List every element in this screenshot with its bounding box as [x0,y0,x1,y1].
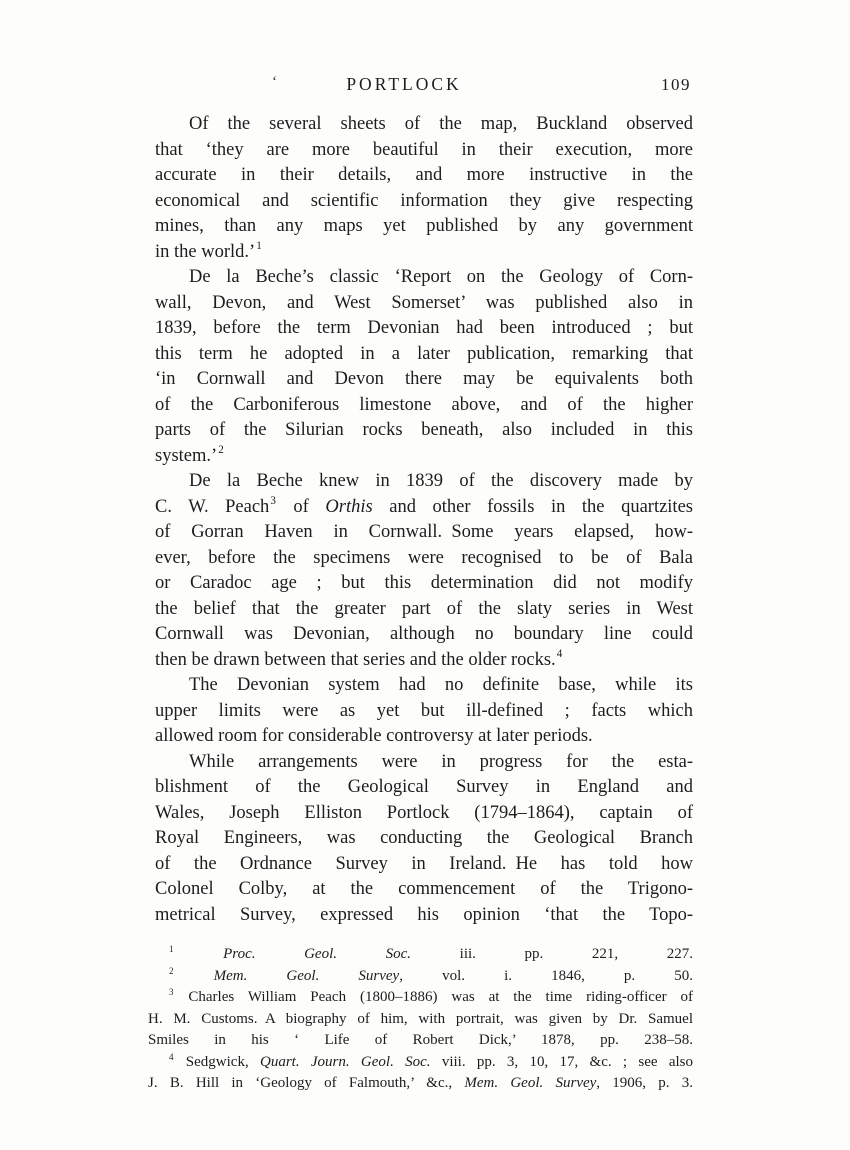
text-line: Of the several sheets of the map, Buckland observed [189,114,693,134]
footnote [148,1052,693,1095]
footnote-marker: 4 [169,1051,174,1062]
text-line: mines, than any maps yet published by any government [155,216,693,236]
text-line: ever, before the specimens were recognised to be of Bala [155,547,693,568]
text-line: of the Carboniferous limestone above, and of the higher [155,394,693,415]
text-line: this term he adopted in a later publication, remarking that [155,343,693,364]
footnote-marker: 1 [169,944,174,954]
paragraph [155,265,693,469]
paragraph [155,750,693,929]
text-line: blishment of the Geological Survey in England and [155,777,693,797]
text-line: Royal Engineers, was conducting the Geological Branch [155,828,693,848]
text-line: the belief that the greater part of the slaty series in West [155,598,693,619]
running-title: PORTLOCK [346,74,462,94]
text-line: J. B. Hill in ‘Geology of Falmouth,’ &c., Mem. Geol. Survey, 1906, p. 3. [148,1075,694,1091]
text-line: 1839, before the term Devonian had been introduced ; but [155,318,693,338]
text-line: C. W. Peach$^3$ of Orthis and other fossils in the quartzites [155,495,693,517]
footnote-marker: 4 [556,648,563,661]
footnote-marker: 1 [256,240,262,253]
text-line: in the world.’$^1$ [155,240,262,262]
text-line: $^2$ Mem. Geol. Survey, vol. i. 1846, p. 50. [169,965,693,984]
body-text [155,112,693,928]
text-line: $^3$ Charles William Peach (1800–1886) was at the time riding-officer of [169,987,693,1005]
text-line: De la Beche knew in 1839 of the discovery made by [189,471,693,491]
text-line: De la Beche’s classic ‘Report on the Geology of Corn- [189,267,693,287]
footnote-marker: 3 [169,987,174,997]
text-line: wall, Devon, and West Somerset’ was published also in [155,292,693,313]
text-line: economical and scientific information they give respecting [155,190,693,211]
text-line: ‘in Cornwall and Devon there may be equivalents both [155,369,693,389]
text-line: or Caradoc age ; but this determination did not modify [155,573,693,593]
text-line: of the Ordnance Survey in Ireland. He has told how [155,853,693,874]
text-line: Wales, Joseph Elliston Portlock (1794–1864), captain of [155,802,693,823]
footnote-marker: 3 [270,495,276,508]
paragraph [155,673,693,750]
text-line: The Devonian system had no definite base, while its [189,675,693,695]
text-line: $^4$ Sedgwick, Quart. Journ. Geol. Soc. viii. pp. 3, 10, 17, &c. ; see also [169,1051,693,1070]
text-line: metrical Survey, expressed his opinion ‘that the Topo- [155,904,693,925]
page-number: 109 [661,75,691,94]
text-line: then be drawn between that series and the older rocks.$^4$ [155,648,563,670]
text-line: system.’$^2$ [155,444,224,466]
text-line: allowed room for considerable controversy at later periods. [155,726,593,746]
text-line: Cornwall was Devonian, although no boundary line could [155,624,693,644]
footnote-marker: 2 [169,965,174,976]
text-line: of Gorran Haven in Cornwall. Some years elapsed, how- [155,522,693,542]
stray-mark: ‘ [272,74,277,90]
text-line: Smiles in his ‘ Life of Robert Dick,’ 1878, pp. 238–58. [148,1032,693,1048]
footnote-marker: 2 [218,444,224,457]
text-line: that ‘they are more beautiful in their execution, more [155,139,693,160]
text-line: While arrangements were in progress for the esta- [189,751,693,772]
text-line: Colonel Colby, at the commencement of the Trigono- [155,879,693,899]
text-line: parts of the Silurian rocks beneath, also included in this [155,420,693,440]
text-line: accurate in their details, and more instructive in the [155,165,693,185]
text-line: H. M. Customs. A biography of him, with portrait, was given by Dr. Samuel [148,1010,693,1027]
footnote [148,944,693,966]
paragraph [155,112,693,265]
page-header [155,74,693,96]
footnote [148,987,693,1052]
paragraph [155,469,693,673]
footnotes [148,944,693,1095]
text-line: $^1$ Proc. Geol. Soc. iii. pp. 221, 227. [169,944,693,962]
footnote [148,966,693,988]
text-line: upper limits were as yet but ill-defined ; facts which [155,700,693,721]
